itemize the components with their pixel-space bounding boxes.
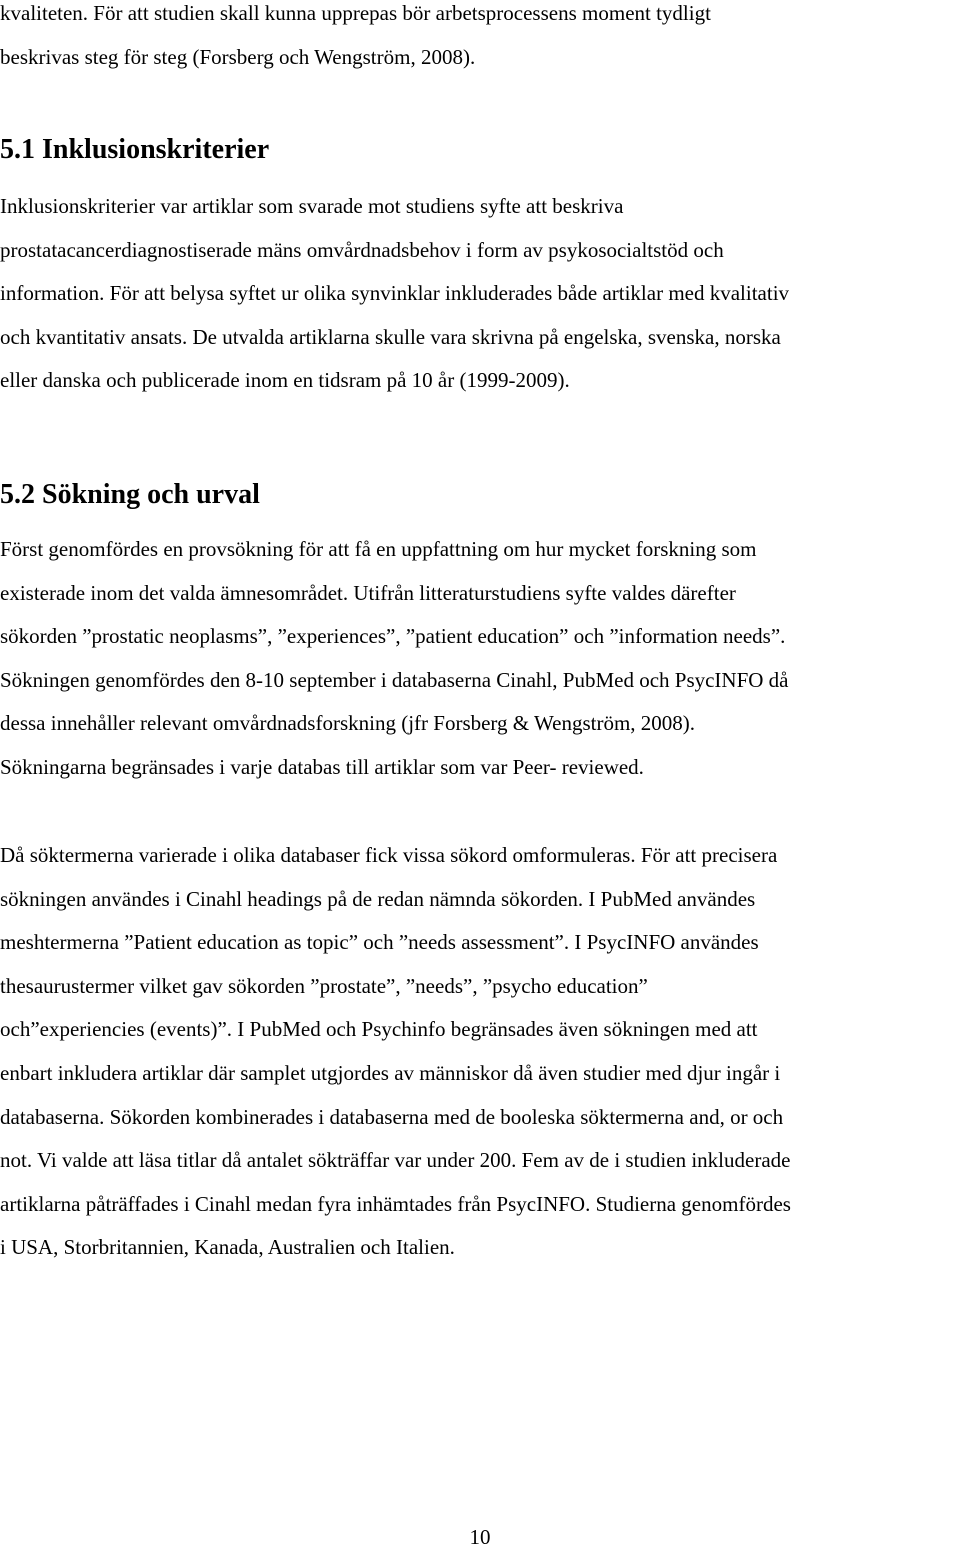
text-line: thesaurustermer vilket gav sökorden ”prostate”, ”needs”, ”psycho education” <box>0 973 648 998</box>
text-line: Sökningarna begränsades i varje databas till artiklar som var Peer- reviewed. <box>0 754 644 779</box>
section-heading-search-and-selection: 5.2 Sökning och urval <box>0 479 260 510</box>
intro-paragraph <box>0 0 711 79</box>
text-line: beskrivas steg för steg (Forsberg och Wengström, 2008). <box>0 44 476 69</box>
text-line: existerade inom det valda ämnesområdet. Utifrån litteraturstudiens syfte valdes därefter <box>0 580 736 605</box>
text-line: not. Vi valde att läsa titlar då antalet sökträffar var under 200. Fem av de i studien inkluderade <box>0 1148 791 1173</box>
text-line: enbart inkludera artiklar där samplet utgjordes av människor då även studier med djur ingår i <box>0 1060 781 1085</box>
page-number: 10 <box>469 1525 491 1549</box>
text-line: artiklarna påträffades i Cinahl medan fyra inhämtades från PsycINFO. Studierna genomfördes <box>0 1191 791 1216</box>
text-line: kvaliteten. För att studien skall kunna upprepas bör arbetsprocessens moment tydligt <box>0 1 711 25</box>
text-line: information. För att belysa syftet ur olika synvinklar inkluderades både artiklar med kvalitativ <box>0 281 790 306</box>
text-line: eller danska och publicerade inom en tidsram på 10 år (1999-2009). <box>0 368 570 393</box>
text-line: Inklusionskriterier var artiklar som svarade mot studiens syfte att beskriva <box>0 194 624 218</box>
search-paragraph-2 <box>0 834 791 1270</box>
text-line: och kvantitativ ansats. De utvalda artiklarna skulle vara skrivna på engelska, svenska, norska <box>0 324 781 349</box>
text-line: prostatacancerdiagnostiserade mäns omvårdnadsbehov i form av psykosocialtstöd och <box>0 237 724 262</box>
text-line: och”experiencies (events)”. I PubMed och Psychinfo begränsades även sökningen med att <box>0 1017 758 1042</box>
text-line: sökorden ”prostatic neoplasms”, ”experiences”, ”patient education” och ”information needs”. <box>0 624 786 649</box>
text-line: Först genomfördes en provsökning för att få en uppfattning om hur mycket forskning som <box>0 537 757 561</box>
text-line: Sökningen genomfördes den 8-10 september i databaserna Cinahl, PubMed och PsycINFO då <box>0 667 789 692</box>
text-line: dessa innehåller relevant omvårdnadsforskning (jfr Forsberg & Wengström, 2008). <box>0 711 696 736</box>
search-paragraph-1 <box>0 528 789 790</box>
text-line: databaserna. Sökorden kombinerades i databaserna med de booleska söktermerna and, or och <box>0 1104 784 1129</box>
text-line: meshtermerna ”Patient education as topic” och ”needs assessment”. I PsycINFO användes <box>0 930 759 955</box>
text-line: i USA, Storbritannien, Kanada, Australien och Italien. <box>0 1235 455 1260</box>
text-line: Då söktermerna varierade i olika databaser fick vissa sökord omformuleras. För att precisera <box>0 843 778 867</box>
text-line: sökningen användes i Cinahl headings på de redan nämnda sökorden. I PubMed användes <box>0 886 756 911</box>
section-heading-inclusion-criteria: 5.1 Inklusionskriterier <box>0 134 270 165</box>
inclusion-criteria-paragraph <box>0 185 789 403</box>
